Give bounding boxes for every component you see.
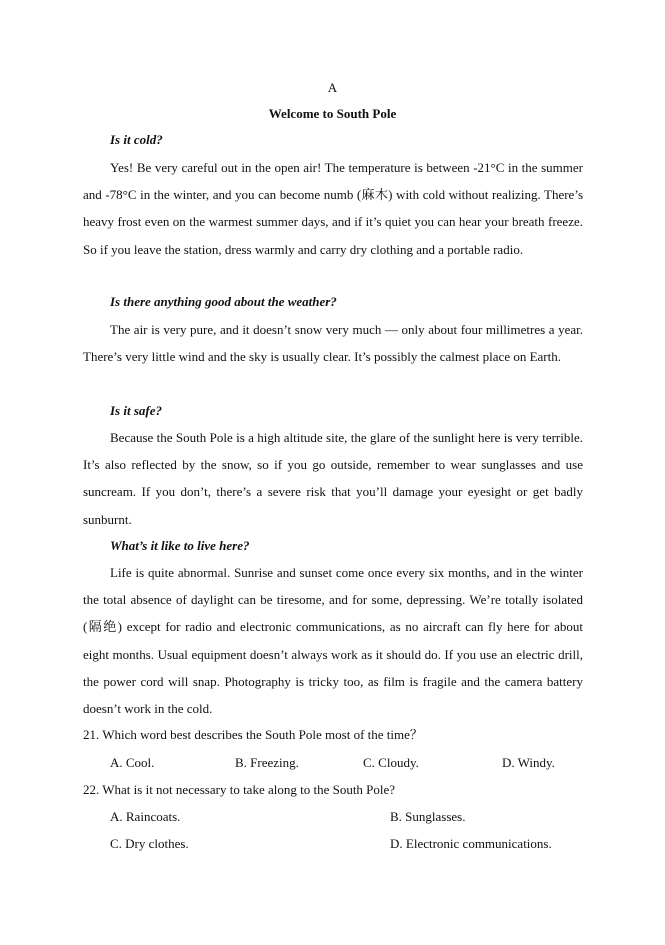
question-21-option-a: A. Cool. (110, 755, 155, 770)
section-heading-living: What’s it like to live here? (110, 538, 250, 553)
section-heading-safety: Is it safe? (110, 403, 162, 418)
question-21-option-b: B. Freezing. (235, 755, 299, 770)
question-22-option-b: B. Sunglasses. (390, 809, 466, 824)
question-21-option-c: C. Cloudy. (363, 755, 419, 770)
question-22-option-d: D. Electronic communications. (390, 836, 552, 851)
passage-title: Welcome to South Pole (268, 106, 397, 121)
section-heading-is-it-cold: Is it cold? (110, 132, 163, 147)
question-21-stem: 21. Which word best describes the South Pole most of the time？ (83, 727, 423, 742)
question-21-option-d: D. Windy. (502, 755, 555, 770)
section-heading-weather: Is there anything good about the weather? (110, 294, 337, 309)
section-text-safety: Because the South Pole is a high altitude site, the glare of the sunlight here is very terrible. It’s also reflected by the snow, so if you go outside, remember to wear sunglasses and use suncream. If you don’t, there’s a severe risk that you’ll damage your eyesight or get badly sunburnt. (83, 430, 583, 527)
section-text-weather: The air is very pure, and it doesn’t snow very much — only about four millimetres a year. There’s very little wind and the sky is usually clear. It’s possibly the calmest place on Earth. (83, 322, 583, 365)
question-22-option-a: A. Raincoats. (110, 809, 181, 824)
section-text-is-it-cold: Yes! Be very careful out in the open air! The temperature is between -21°C in the summer and -78°C in the winter, and you can become numb (麻木) with cold without realizing. There’s heavy frost even on the warmest summer days, and if it’s quiet you can hear your breath freeze. So if you leave the station, dress warmly and carry dry clothing and a portable radio. (83, 160, 583, 257)
section-text-living: Life is quite abnormal. Sunrise and sunset come once every six months, and in the winter the total absence of daylight can be tiresome, and for some, depressing. We’re totally isolated (隔绝) except for radio and electronic communications, as no aircraft can fly here for about eight months. Usual equipment doesn’t always work as it should do. If you use an electric drill, the power cord will snap. Photography is tricky too, as film is fragile and the camera battery doesn’t work in the cold. (83, 565, 583, 717)
question-22-stem: 22. What is it not necessary to take along to the South Pole? (83, 782, 396, 797)
passage-letter: A (327, 80, 338, 95)
question-22-option-c: C. Dry clothes. (110, 836, 189, 851)
